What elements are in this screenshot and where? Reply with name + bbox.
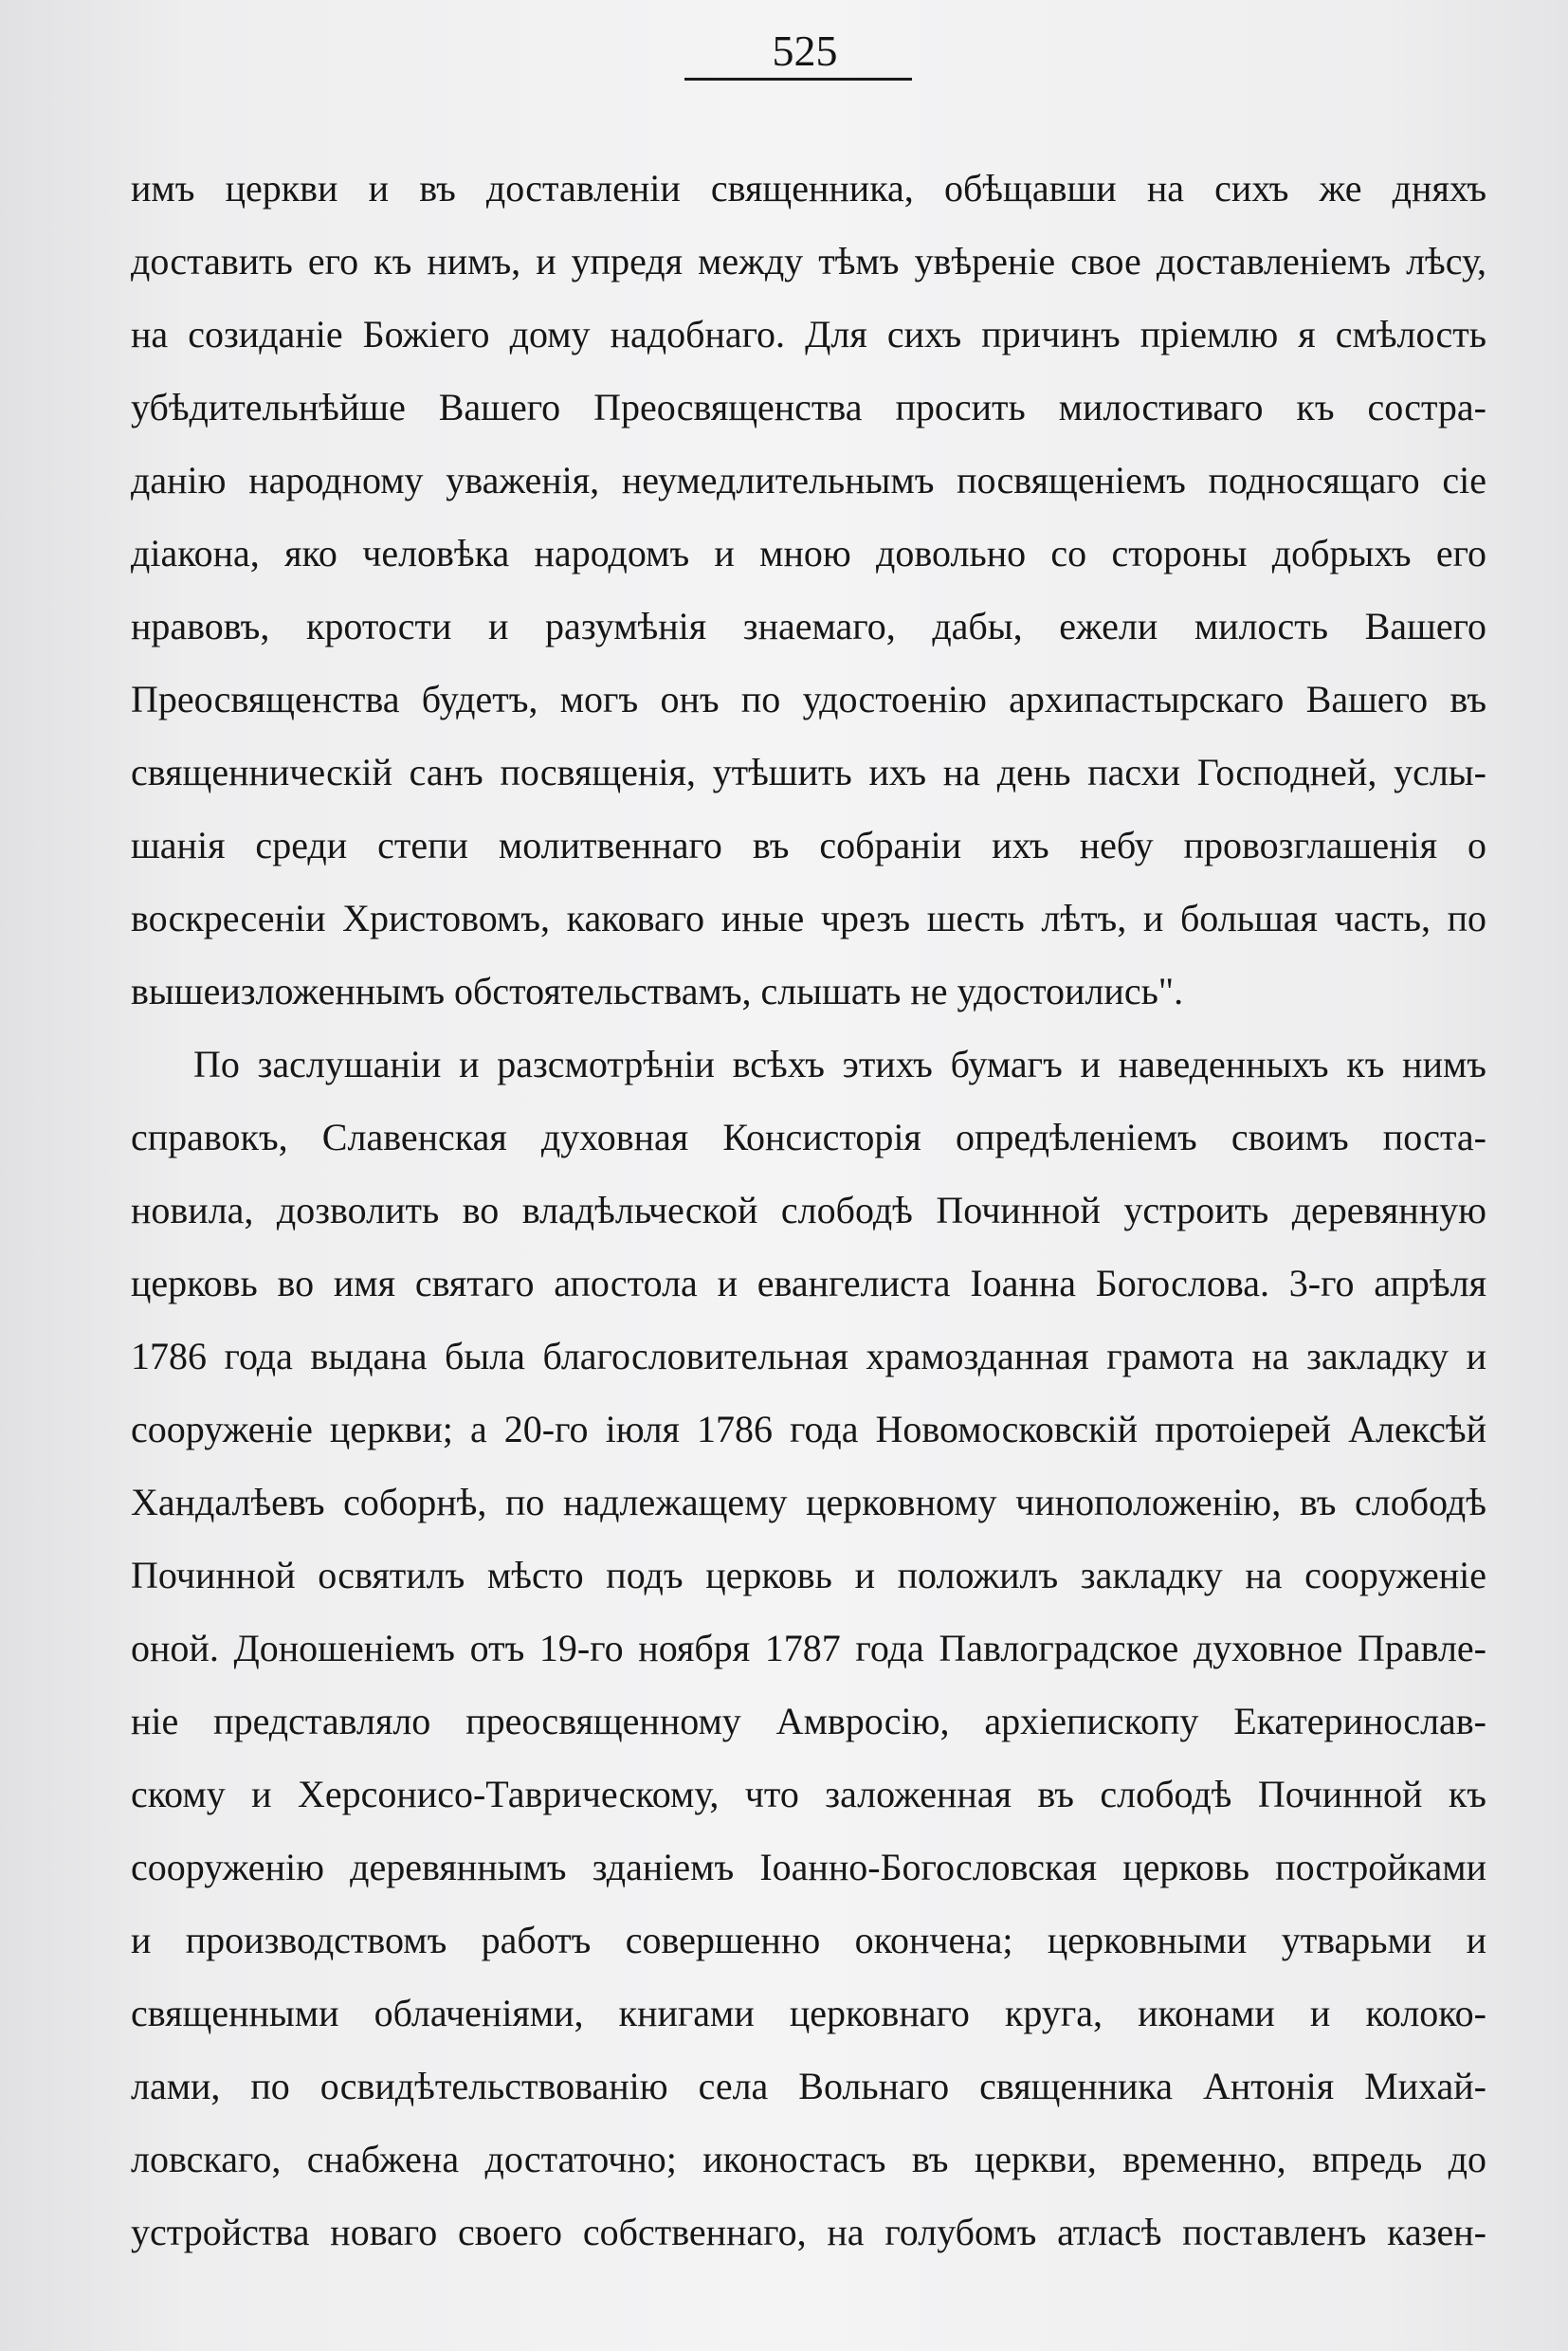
text-line: и производствомъ работъ совершенно окончена; церковными утварьми и [131,1919,1486,1961]
text-line: устройства новаго своего собственнаго, на голубомъ атласѣ поставленъ казен- [131,2211,1486,2253]
text-line: шанія среди степи молитвеннаго въ собраніи ихъ небу провозглашенія о [131,824,1486,866]
text-line: нравовъ, кротости и разумѣнія знаемаго, дабы, ежели милость Вашего [131,605,1486,647]
text-line: вышеизложеннымъ обстоятельствамъ, слышать не удостоились". [131,970,1184,1012]
text-line: воскресеніи Христовомъ, каковаго иные чрезъ шесть лѣтъ, и большая часть, по [131,897,1486,939]
text-line: діакона, яко человѣка народомъ и мною довольно со стороны добрыхъ его [131,532,1486,574]
text-line: справокъ, Славенская духовная Консисторія опредѣленіемъ своимъ поста- [131,1116,1486,1158]
text-line: доставить его къ нимъ, и упредя между тѣмъ увѣреніе свое доставленіемъ лѣсу, [131,240,1486,282]
text-line: 1786 года выдана была благословительная храмозданная грамота на закладку и [131,1335,1486,1377]
text-line: имъ церкви и въ доставленіи священника, обѣщавши на сихъ же дняхъ [131,167,1486,210]
text-line: По заслушаніи и разсмотрѣніи всѣхъ этихъ бумагъ и наведенныхъ къ нимъ [193,1043,1486,1085]
text-line: на созиданіе Божіего дому надобнаго. Для сихъ причинъ пріемлю я смѣлость [131,313,1486,355]
text-line: церковь во имя святаго апостола и евангелиста Іоанна Богослова. 3-го апрѣля [131,1262,1486,1304]
text-line: сооруженіе церкви; а 20-го іюля 1786 года Новомосковскій протоіерей Алексѣй [131,1408,1486,1450]
text-line: скому и Херсонисо-Таврическому, что заложенная въ слободѣ Починной къ [131,1773,1486,1815]
paragraph [131,152,1486,1028]
header-rule [684,78,912,81]
body-text [131,152,1486,2269]
text-line: убѣдительнѣйше Вашего Преосвященства просить милостиваго къ состра- [131,386,1486,428]
text-line: священными облаченіями, книгами церковнаго круга, иконами и колоко- [131,1992,1486,2034]
text-line: священническій санъ посвященія, утѣшить ихъ на день пасхи Господней, услы- [131,751,1486,793]
text-line: новила, дозволить во владѣльческой слободѣ Починной устроить деревянную [131,1189,1486,1231]
text-line: Хандалѣевъ соборнѣ, по надлежащему церковному чиноположенію, въ слободѣ [131,1481,1486,1523]
paragraph [131,1028,1486,2269]
page-number: 525 [772,27,838,75]
text-line: лами, по освидѣтельствованію села Вольнаго священника Антонія Михай- [131,2065,1486,2107]
text-line: Починной освятилъ мѣсто подъ церковь и положилъ закладку на сооруженіе [131,1554,1486,1596]
text-line: Преосвященства будетъ, могъ онъ по удостоенію архипастырскаго Вашего въ [131,678,1486,720]
text-line: данію народному уваженія, неумедлительнымъ посвященіемъ подносящаго сіе [131,459,1486,501]
text-line: оной. Доношеніемъ отъ 19-го ноября 1787 года Павлоградское духовное Правле- [131,1627,1486,1669]
text-line: ніе представляло преосвященному Амвросію, архіепископу Екатеринослав- [131,1700,1486,1742]
text-line: ловскаго, снабжена достаточно; иконостасъ въ церкви, временно, впредь до [131,2138,1486,2180]
text-line: сооруженію деревяннымъ зданіемъ Іоанно-Богословская церковь постройками [131,1846,1486,1888]
